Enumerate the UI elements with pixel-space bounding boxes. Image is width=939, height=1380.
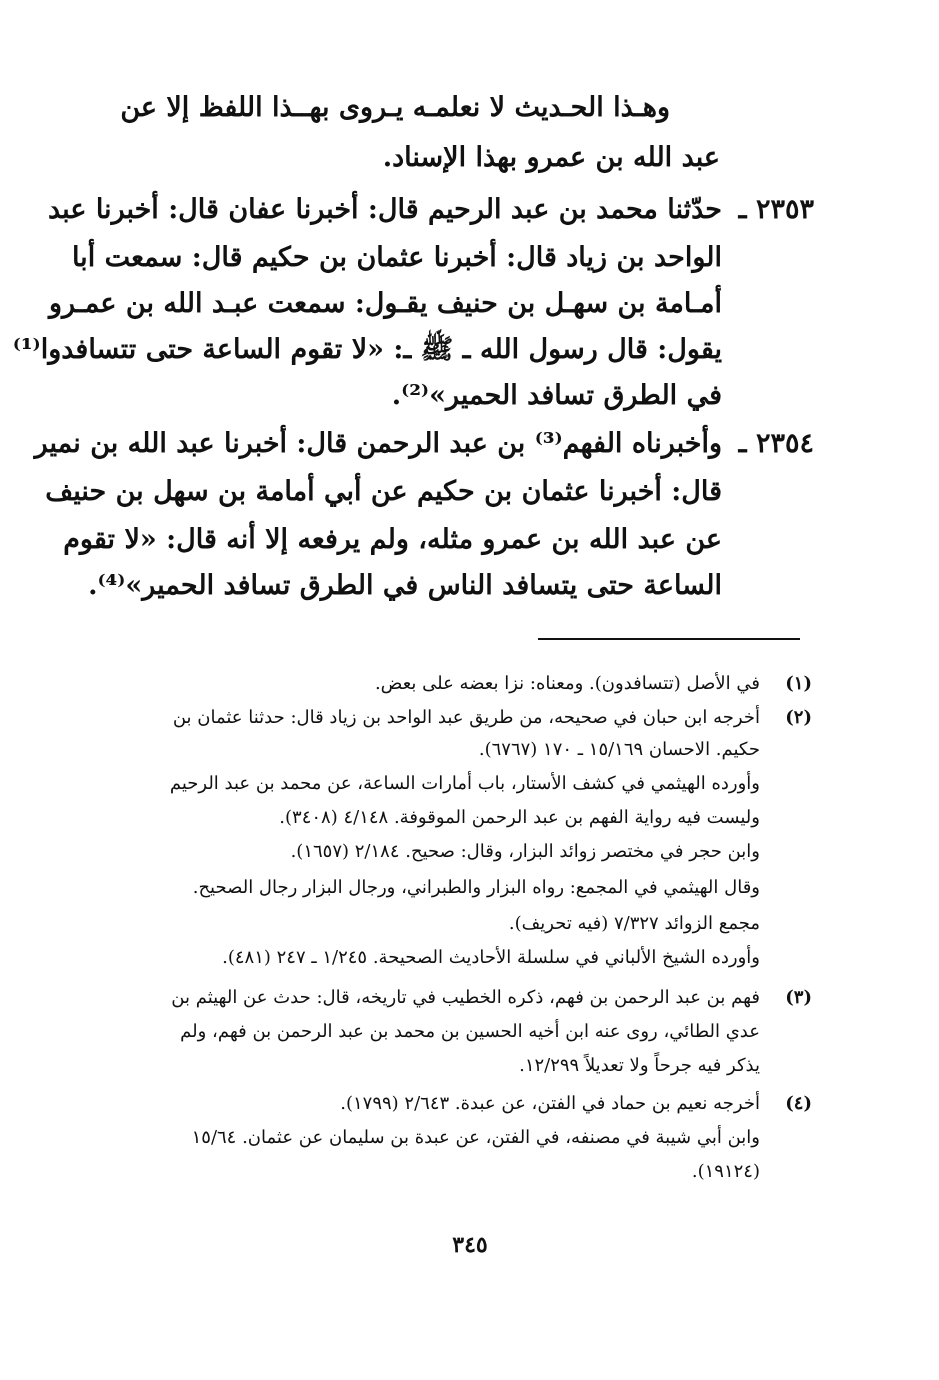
footnote-1-marker: (١) — [785, 673, 812, 694]
intro-line-2: عبد الله بن عمرو بهذا الإسناد. — [382, 142, 720, 173]
footnote-2-marker: (٢) — [785, 707, 812, 728]
footnote-1-line-1: في الأصل (تتسافدون). ومعناه: نزا بعضه على بعض. — [374, 673, 760, 694]
footnote-2-line-4: وليست فيه رواية الفهم بن عبد الرحمن الموقوفة. ٤/١٤٨ (٣٤٠٨). — [279, 807, 760, 828]
footnote-3-line-3: يذكر فيه جرحاً ولا تعديلاً ١٢/٢٩٩. — [519, 1055, 760, 1076]
hadith-number-2354: ٢٣٥٤ ـ — [738, 428, 814, 459]
footnote-4-line-1: أخرجه نعيم بن حماد في الفتن، عن عبدة. ٢/٦٤٣ (١٧٩٩). — [340, 1093, 760, 1114]
footnote-4-marker: (٤) — [785, 1093, 812, 1114]
footnote-2-line-1: أخرجه ابن حبان في صحيحه، من طريق عبد الواحد بن زياد قال: حدثنا عثمان بن — [172, 707, 760, 728]
footnote-2-line-5: وابن حجر في مختصر زوائد البزار، وقال: صحيح. ٢/١٨٤ (١٦٥٧). — [290, 841, 760, 862]
footnote-3-line-2: عدي الطائي، روى عنه ابن أخيه الحسين بن محمد بن عبد الرحمن بن فهم، ولم — [180, 1021, 760, 1042]
hadith-2353-line-3: أمـامة بن سهـل بن حنيف يقـول: سمعت عبـد الله بن عمـرو — [48, 288, 722, 319]
footnote-2-line-7: مجمع الزوائد ٧/٣٢٧ (فيه تحريف). — [508, 913, 760, 934]
footnote-3-marker: (٣) — [785, 987, 812, 1008]
hadith-2353-line-1: حدّثنا محمد بن عبد الرحيم قال: أخبرنا عفان قال: أخبرنا عبد — [48, 194, 722, 225]
hadith-2353-line-2: الواحد بن زياد قال: أخبرنا عثمان بن حكيم قال: سمعت أبا — [71, 242, 722, 273]
footnote-4-line-3: (١٩١٢٤). — [691, 1161, 760, 1182]
footnote-2-line-2: حكيم. الاحسان ١٥/١٦٩ ـ ١٧٠ (٦٧٦٧). — [478, 739, 760, 760]
footnote-3-line-1: فهم بن عبد الرحمن بن فهم، ذكره الخطيب في تاريخه، قال: حدث عن الهيثم بن — [171, 987, 760, 1008]
hadith-2354-line-3: عن عبد الله بن عمرو مثله، ولم يرفعه إلا أنه قال: «لا تقوم — [63, 524, 722, 555]
footnote-4-line-2: وابن أبي شيبة في مصنفه، في الفتن، عن عبدة بن سليمان عن عثمان. ١٥/٦٤ — [191, 1127, 760, 1148]
footnote-separator — [538, 638, 800, 640]
hadith-2354-line-1: وأخبرناه الفهم⁽³⁾ بن عبد الرحمن قال: أخبرنا عبد الله بن نمير — [34, 428, 722, 459]
footnote-2-line-8: وأورده الشيخ الألباني في سلسلة الأحاديث الصحيحة. ١/٢٤٥ ـ ٢٤٧ (٤٨١). — [222, 947, 760, 968]
hadith-2353-line-5: في الطرق تسافد الحمير»⁽²⁾. — [391, 380, 722, 411]
hadith-number-2353: ٢٣٥٣ ـ — [738, 194, 814, 225]
intro-line-1: وهـذا الحـديث لا نعلمـه يـروى بهــذا اللفظ إلا عن — [120, 92, 670, 123]
hadith-2354-line-4: الساعة حتى يتسافد الناس في الطرق تسافد الحمير»⁽⁴⁾. — [88, 570, 722, 601]
footnote-2-line-3: وأورده الهيثمي في كشف الأستار، باب أمارات الساعة، عن محمد بن عبد الرحيم — [169, 773, 760, 794]
page-number: ٣٤٥ — [452, 1232, 488, 1258]
footnote-2-line-6: وقال الهيثمي في المجمع: رواه البزار والطبراني، ورجال البزار رجال الصحيح. — [192, 877, 760, 898]
hadith-2353-line-4: يقول: قال رسول الله ـ ﷺ ـ: «لا تقوم الساعة حتى تتسافدوا⁽¹⁾ — [12, 334, 722, 365]
hadith-2354-line-2: قال: أخبرنا عثمان بن حكيم عن أبي أمامة بن سهل بن حنيف — [45, 476, 722, 507]
